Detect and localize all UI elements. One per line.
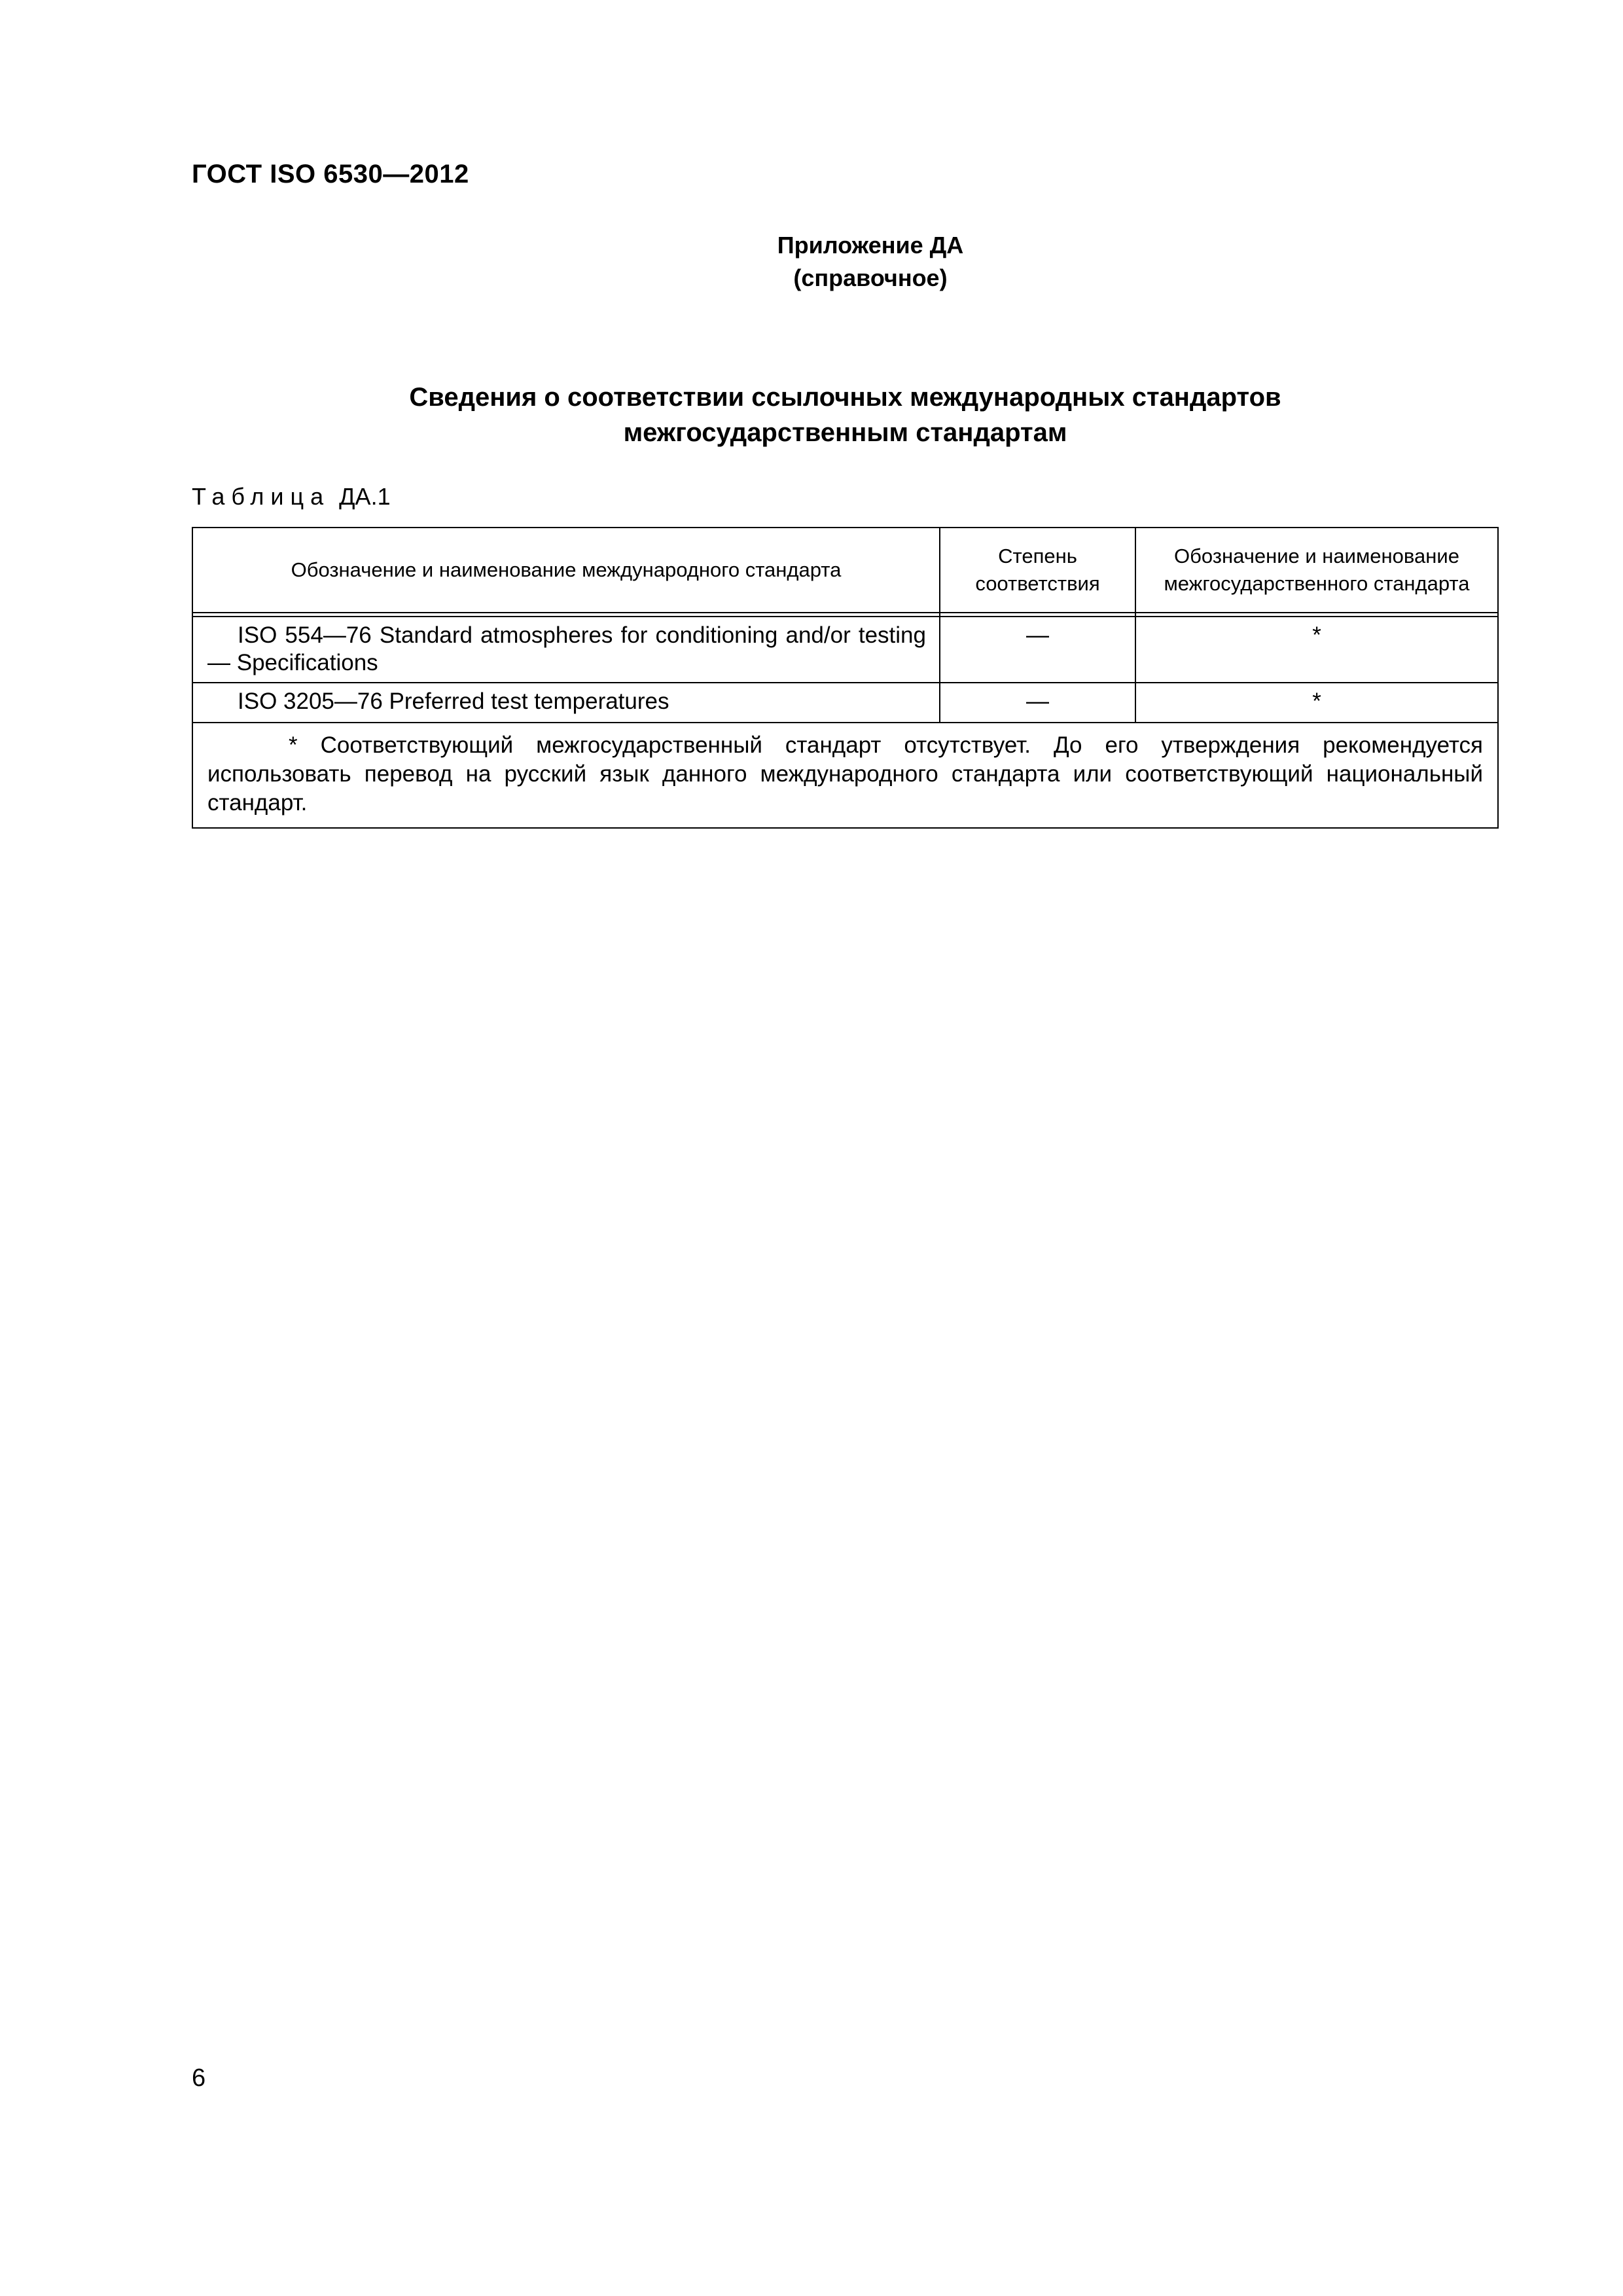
appendix-status: (справочное): [793, 264, 948, 291]
table-footnote: * Соответствующий межгосударственный стандарт отсутствует. До его утверждения рекомендуется использовать перевод на русский язык данного международного стандарта или соответствующий национальный стандарт.: [207, 732, 1483, 816]
table-row-2-degree: —: [1026, 689, 1049, 714]
table-caption-number: ДА.1: [339, 483, 391, 510]
document-code: ГОСТ ISO 6530—2012: [192, 160, 469, 188]
table-row-1-degree: —: [1026, 622, 1049, 648]
column-header-degree: Степень соответствия: [975, 545, 1100, 595]
table-row-2-international: ISO 3205—76 Preferred test temperatures: [238, 689, 669, 714]
table-caption: [192, 483, 391, 511]
table-caption-word: Таблица: [192, 483, 330, 510]
table-row-1-national: *: [1312, 622, 1321, 648]
column-header-international: Обозначение и наименование международного стандарта: [291, 558, 842, 581]
section-title: [192, 380, 1499, 450]
column-header-national: Обозначение и наименование межгосударственного стандарта: [1164, 545, 1470, 595]
appendix-heading: [687, 229, 1054, 295]
table-row-2-national: *: [1312, 689, 1321, 714]
page-number: 6: [192, 2064, 206, 2092]
table-row-1-international: ISO 554—76 Standard atmospheres for conditioning and/or testing — Specifications: [207, 622, 926, 675]
section-title-line-1: Сведения о соответствии ссылочных международных стандартов: [409, 383, 1281, 412]
correspondence-table: [192, 527, 1499, 829]
section-title-line-2: межгосударственным стандартам: [623, 418, 1067, 447]
appendix-title: Приложение ДА: [777, 232, 964, 259]
